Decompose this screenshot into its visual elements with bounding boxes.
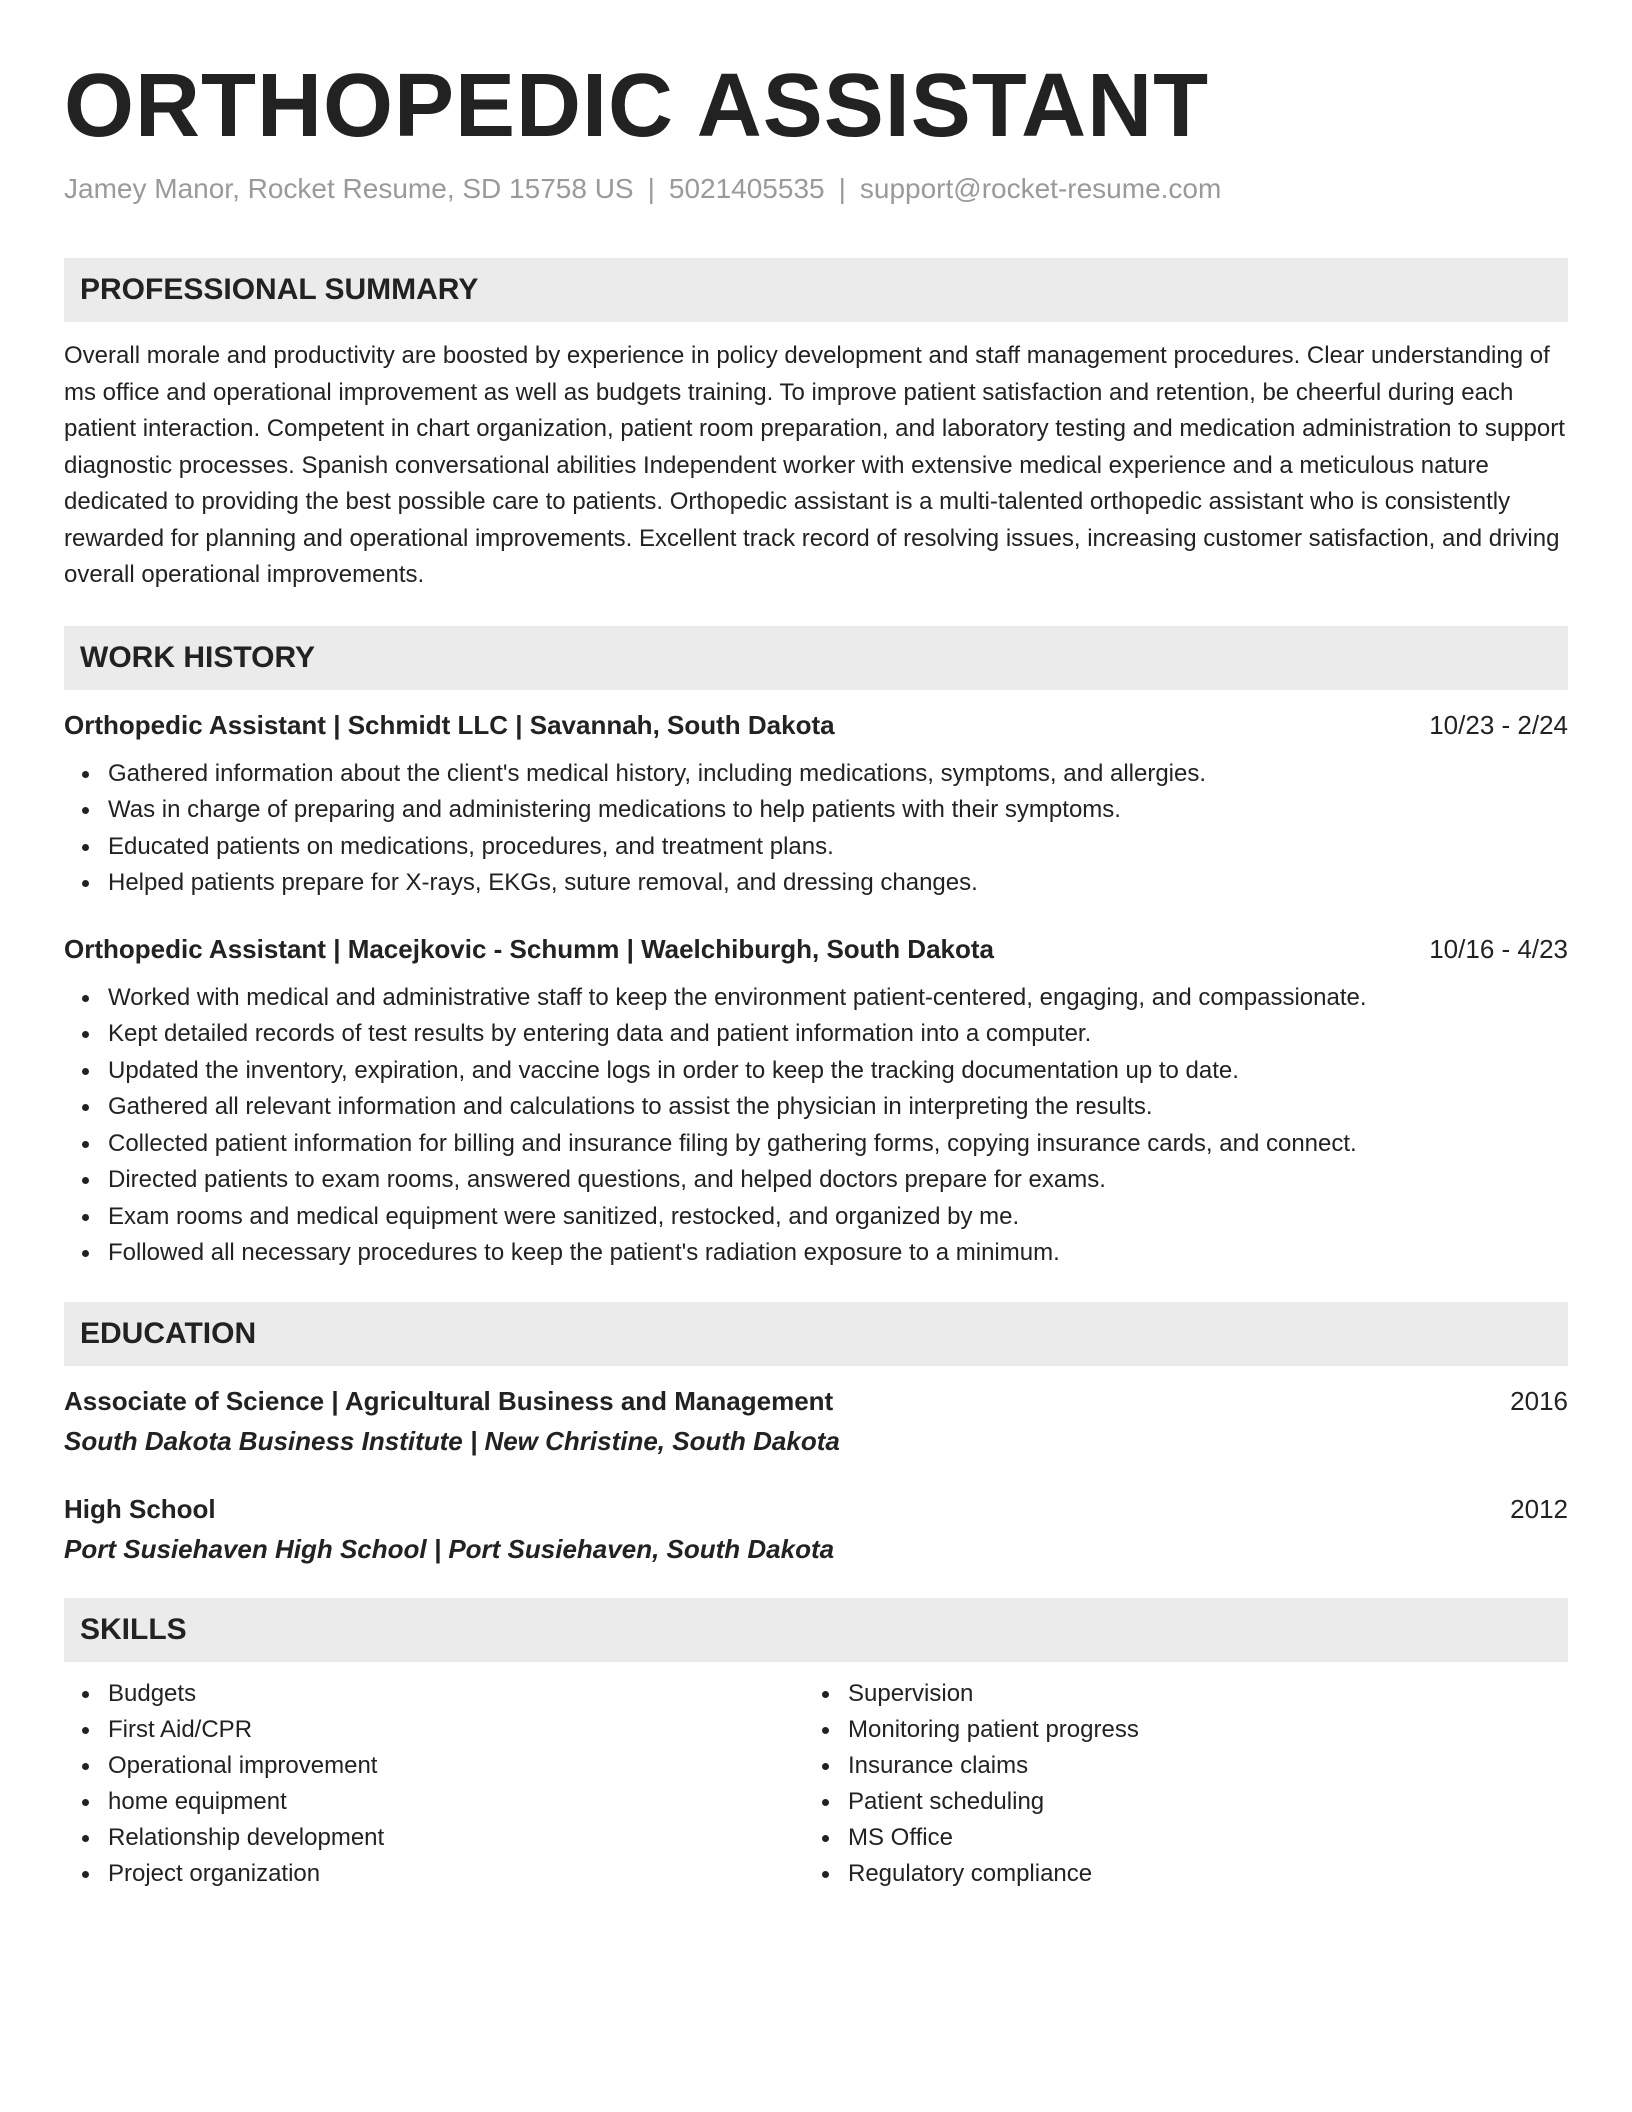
education-school: Port Susiehaven High School | Port Susiehaven, South Dakota <box>64 1533 835 1564</box>
skill-item: Regulatory compliance <box>804 1856 1544 1892</box>
education-year: 2012 <box>1510 1493 1568 1524</box>
job-bullet: Directed patients to exam rooms, answered questions, and helped doctors prepare for exams. <box>64 1162 1568 1199</box>
job-bullets <box>64 756 1568 902</box>
summary-text: Overall morale and productivity are boosted by experience in policy development and staff management procedures. Clear understanding of ms office and operational improvement as well as budgets training. To improve patient satisfaction and retention, be cheerful during each patient interaction. Competent in chart organization, patient room preparation, and laboratory testing and medication administration to support diagnostic processes. Spanish conversational abilities Independent worker with extensive medical experience and a meticulous nature dedicated to providing the best possible care to patients. Orthopedic assistant is a multi-talented orthopedic assistant who is consistently rewarded for planning and operational improvements. Excellent track record of resolving issues, increasing customer satisfaction, and driving overall operational improvements. <box>64 342 1565 588</box>
skill-item: Insurance claims <box>804 1748 1544 1784</box>
job-bullet: Helped patients prepare for X-rays, EKGs, suture removal, and dressing changes. <box>64 865 1568 902</box>
job-dates: 10/16 - 4/23 <box>1429 933 1568 964</box>
education-degree: Associate of Science | Agricultural Business and Management <box>64 1385 834 1416</box>
job-entry <box>64 932 1568 1272</box>
job-bullet: Gathered all relevant information and calculations to assist the physician in interpreting the results. <box>64 1089 1568 1126</box>
job-title: Orthopedic Assistant | Schmidt LLC | Savannah, South Dakota <box>64 709 835 740</box>
job-bullet: Followed all necessary procedures to keep the patient's radiation exposure to a minimum. <box>64 1235 1568 1272</box>
contact-address: Jamey Manor, Rocket Resume, SD 15758 US <box>64 173 634 204</box>
contact-email: support@rocket-resume.com <box>859 173 1222 204</box>
resume-title: ORTHOPEDIC ASSISTANT <box>64 56 1210 156</box>
job-bullet: Updated the inventory, expiration, and vaccine logs in order to keep the tracking documentation up to date. <box>64 1053 1568 1090</box>
education-header <box>64 1384 1568 1418</box>
contact-separator: | <box>838 173 846 204</box>
section-header-education: EDUCATION <box>64 1302 1568 1366</box>
job-bullets <box>64 980 1568 1272</box>
job-header <box>64 932 1568 966</box>
job-title: Orthopedic Assistant | Macejkovic - Schumm | Waelchiburgh, South Dakota <box>64 933 995 964</box>
skill-item: Project organization <box>64 1856 804 1892</box>
skill-item: Budgets <box>64 1676 804 1712</box>
job-header <box>64 708 1568 742</box>
section-header-work-history: WORK HISTORY <box>64 626 1568 690</box>
section-header-skills: SKILLS <box>64 1598 1568 1662</box>
skill-item: Supervision <box>804 1676 1544 1712</box>
education-school: South Dakota Business Institute | New Christine, South Dakota <box>64 1425 840 1456</box>
job-entry <box>64 708 1568 902</box>
job-bullet: Collected patient information for billing and insurance filing by gathering forms, copying insurance cards, and connect. <box>64 1126 1568 1163</box>
education-degree: High School <box>64 1493 216 1524</box>
education-header <box>64 1492 1568 1526</box>
skill-item: Relationship development <box>64 1820 804 1856</box>
job-bullet: Worked with medical and administrative staff to keep the environment patient-centered, engaging, and compassionate. <box>64 980 1568 1017</box>
job-bullet: Was in charge of preparing and administering medications to help patients with their symptoms. <box>64 792 1568 829</box>
job-bullet: Kept detailed records of test results by entering data and patient information into a computer. <box>64 1016 1568 1053</box>
education-entry <box>64 1492 1568 1566</box>
contact-separator: | <box>647 173 655 204</box>
skill-item: home equipment <box>64 1784 804 1820</box>
skills-column-right <box>804 1676 1544 1892</box>
education-year: 2016 <box>1510 1385 1568 1416</box>
job-bullet: Gathered information about the client's medical history, including medications, symptoms, and allergies. <box>64 756 1568 793</box>
contact-phone: 5021405535 <box>668 173 825 204</box>
skills-column-left <box>64 1676 804 1892</box>
skill-item: First Aid/CPR <box>64 1712 804 1748</box>
skill-item: Patient scheduling <box>804 1784 1544 1820</box>
skills-list <box>64 1676 1568 1892</box>
contact-line <box>64 172 1568 206</box>
skill-item: Monitoring patient progress <box>804 1712 1544 1748</box>
job-bullet: Exam rooms and medical equipment were sanitized, restocked, and organized by me. <box>64 1199 1568 1236</box>
education-entry <box>64 1384 1568 1458</box>
job-dates: 10/23 - 2/24 <box>1429 709 1568 740</box>
skill-item: Operational improvement <box>64 1748 804 1784</box>
job-bullet: Educated patients on medications, procedures, and treatment plans. <box>64 829 1568 866</box>
section-header-summary: PROFESSIONAL SUMMARY <box>64 258 1568 322</box>
skill-item: MS Office <box>804 1820 1544 1856</box>
